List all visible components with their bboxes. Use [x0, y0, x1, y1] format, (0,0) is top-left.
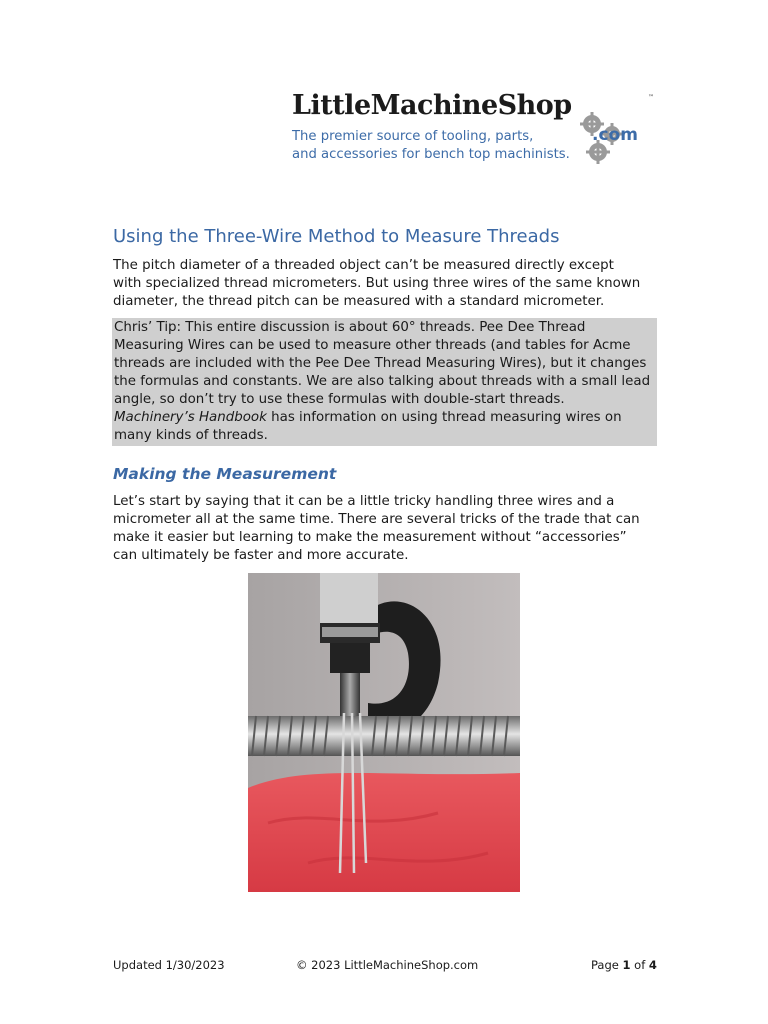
- paragraph-line: The pitch diameter of a threaded object can’t be measured directly except: [113, 258, 614, 273]
- tip-line: Measuring Wires can be used to measure other threads (and tables for Acme: [114, 338, 631, 353]
- tip-callout: [112, 318, 657, 446]
- tip-line: many kinds of threads.: [114, 428, 268, 443]
- page-of: of: [630, 958, 649, 972]
- tagline-line: The premier source of tooling, parts,: [292, 129, 534, 144]
- micrometer-thread-photo: [248, 573, 520, 892]
- copyright-notice: © 2023 LittleMachineShop.com: [296, 958, 479, 972]
- tip-line: the formulas and constants. We are also talking about threads with a small lead: [114, 374, 651, 389]
- logo-dotcom: .com: [592, 125, 638, 145]
- paragraph-line: with specialized thread micrometers. But using three wires of the same known: [113, 276, 641, 291]
- paragraph-line: make it easier but learning to make the measurement without “accessories”: [113, 530, 627, 545]
- page-total: 4: [648, 958, 657, 972]
- page-title: Using the Three-Wire Method to Measure Threads: [113, 226, 560, 247]
- paragraph-line: micrometer all at the same time. There are several tricks of the trade that can: [113, 512, 640, 527]
- tip-line: Chris’ Tip: This entire discussion is about 60° threads. Pee Dee Thread: [114, 320, 586, 335]
- logo-tagline: [292, 128, 570, 164]
- paragraph-line: diameter, the thread pitch can be measured with a standard micrometer.: [113, 294, 605, 309]
- updated-date: Updated 1/30/2023: [113, 958, 225, 972]
- tip-line: angle, so don’t try to use these formulas with double-start threads.: [114, 392, 565, 407]
- tip-line: [114, 409, 655, 427]
- section-heading: Making the Measurement: [113, 465, 337, 483]
- paragraph-line: can ultimately be faster and more accurate.: [113, 548, 409, 563]
- section-paragraph: [113, 493, 658, 565]
- logo-trademark: ™: [648, 94, 654, 101]
- tip-line: threads are included with the Pee Dee Thread Measuring Wires), but it changes: [114, 356, 647, 371]
- tip-text: [112, 318, 657, 446]
- book-title: Machinery’s Handbook: [114, 410, 267, 425]
- intro-paragraph: [113, 257, 658, 311]
- logo-wordmark: LittleMachineShop: [292, 90, 572, 121]
- tagline-line: and accessories for bench top machinists.: [292, 147, 570, 162]
- paragraph-line: Let’s start by saying that it can be a little tricky handling three wires and a: [113, 494, 615, 509]
- page-prefix: Page: [591, 958, 623, 972]
- site-logo: [292, 90, 662, 170]
- tip-line-rest: has information on using thread measuring wires on: [266, 410, 622, 425]
- page-indicator: [591, 958, 657, 972]
- page-current: 1: [622, 958, 631, 972]
